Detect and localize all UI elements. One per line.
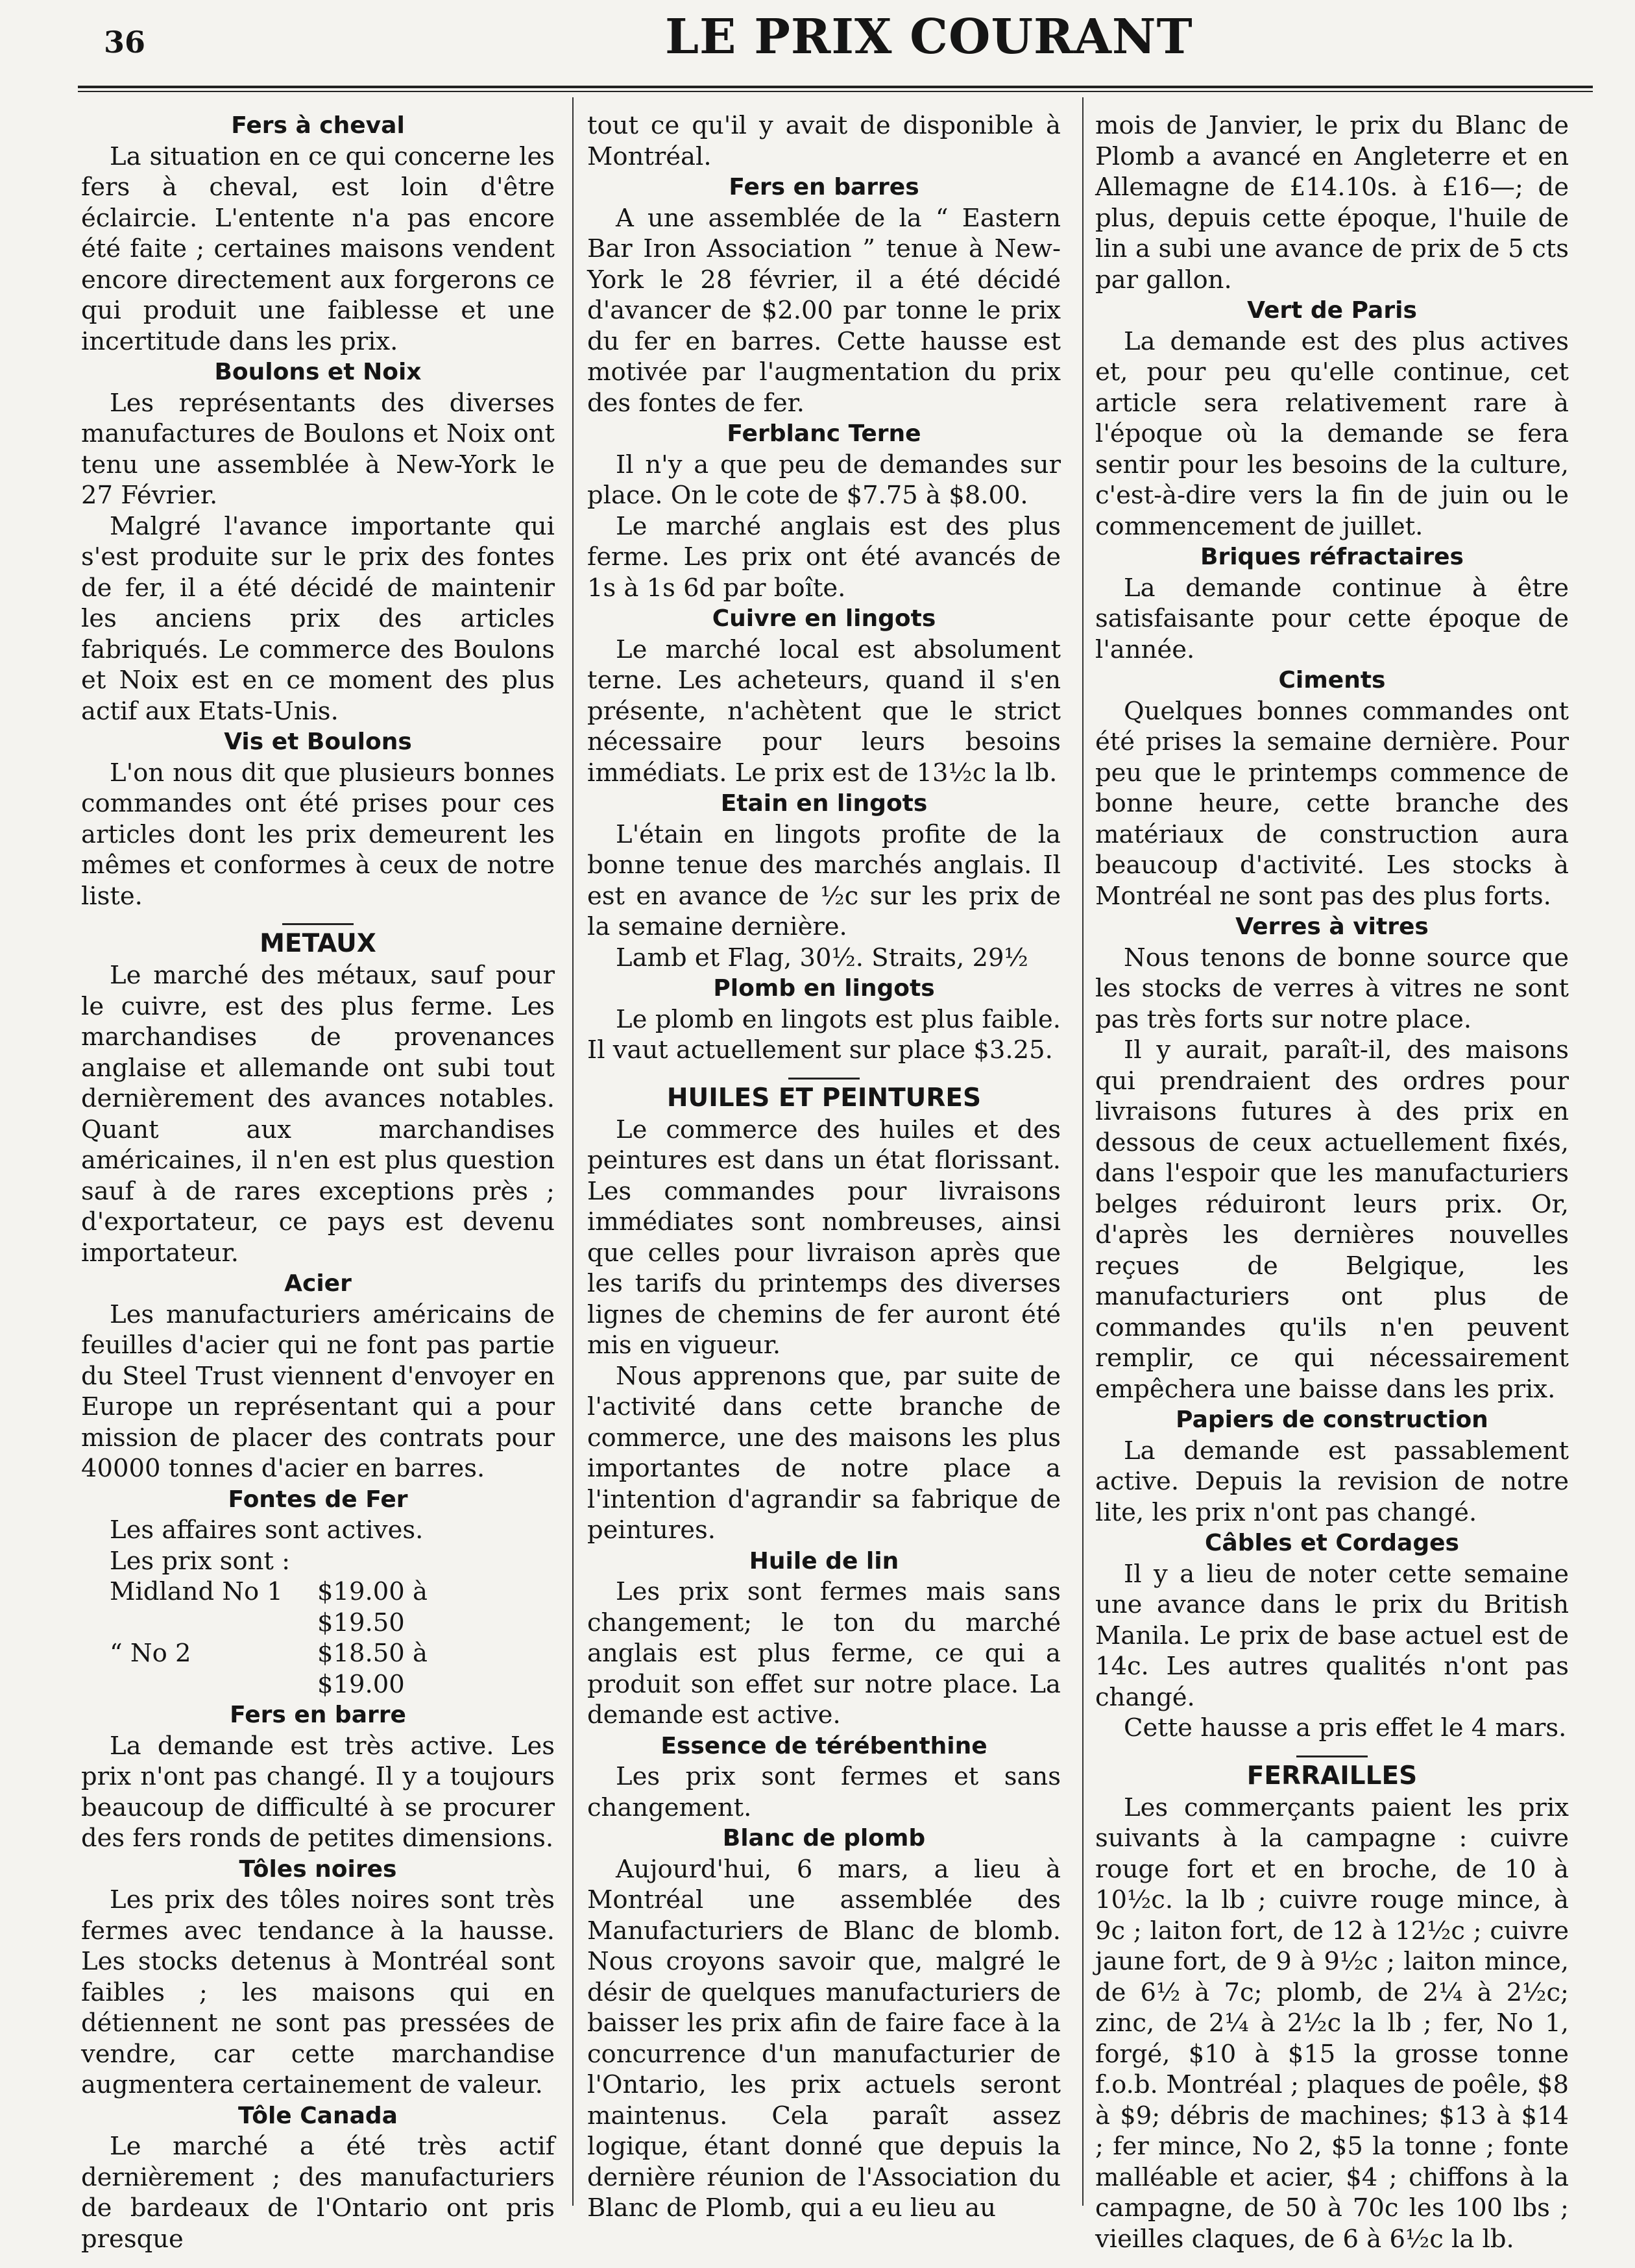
price-label: Midland No 1 [110, 1577, 283, 1606]
section-heading: Etain en lingots [720, 790, 928, 817]
article-paragraph: Les manufacturiers américains de feuilles d'acier qui ne font pas partie du Steel Trust viennent d'envoyer en Europe un représentant qui a pour mission de placer des contrats pour 40000 tonnes d'acier en barres. [81, 1299, 555, 1483]
article-paragraph: Les prix sont : [110, 1546, 291, 1576]
masthead-title: LE PRIX COURANT [665, 9, 1193, 65]
section-heading: Fers en barres [729, 174, 919, 200]
article-paragraph: La demande continue à être satisfaisante pour cette époque de l'année. [1095, 573, 1569, 664]
article-paragraph: Quelques bonnes commandes ont été prises la semaine dernière. Pour peu que le printemps commence de bonne heure, cette branche des matériaux de construction aura beaucoup d'activité. Les stocks à Montréal ne sont pas des plus forts. [1095, 696, 1569, 911]
section-heading: Vert de Paris [1247, 297, 1417, 324]
section-separator [788, 1078, 860, 1080]
article-paragraph: Le commerce des huiles et des peintures est dans un état florissant. Les commandes pour livraisons immédiates sont nombreuses, ainsi que celles pour livraison après que les tarifs du printemps des diverses lignes de chemins de fer auront été mis en vigueur. [587, 1115, 1061, 1360]
article-paragraph: Il n'y a que peu de demandes sur place. On le cote de $7.75 à $8.00. [587, 450, 1061, 510]
article-paragraph: Les représentants des diverses manufactures de Boulons et Noix ont tenu une assemblée à New-York le 27 Février. [81, 388, 555, 510]
article-paragraph: Le marché des métaux, sauf pour le cuivre, est des plus ferme. Les marchandises de provenances anglaise et allemande ont subi tout dernièrement des avances notables. Quant aux marchandises américaines, il n'en est plus question sauf à de rares exceptions près ; d'exportateur, ce pays est devenu importateur. [81, 961, 555, 1268]
article-paragraph: Le marché a été très actif dernièrement ; des manufacturiers de bardeaux de l'Ontario ont pris presque [81, 2132, 555, 2254]
article-paragraph: mois de Janvier, le prix du Blanc de Plomb a avancé en Angleterre et en Allemagne de £14.10s. à £16—; de plus, depuis cette époque, l'huile de lin a subi une avance de prix de 5 cts par gallon. [1095, 111, 1569, 295]
section-heading: Plomb en lingots [713, 975, 935, 1002]
article-paragraph: Le plomb en lingots est plus faible. Il vaut actuellement sur place $3.25. [587, 1004, 1061, 1065]
column-divider [1082, 97, 1084, 2206]
article-paragraph: La demande est des plus actives et, pour peu qu'elle continue, cet article sera relativement rare à l'époque où la demande se fera sentir pour les besoins de la culture, c'est-à-dire vers la fin de juin ou le commencement de juillet. [1095, 326, 1569, 541]
article-paragraph: Les affaires sont actives. [110, 1515, 424, 1545]
price-row [81, 1576, 555, 1638]
article-paragraph: Les commerçants paient les prix suivants à la campagne : cuivre rouge fort et en broche, de 10 à 10½c. la lb ; cuivre rouge mince, à 9c ; laiton fort, de 12 à 12½c ; cuivre jaune fort, de 9 à 9½c ; laiton mince, de 6½ à 7c; plomb, de 2¼ à 2½c; zinc, de 2¼ à 2½c la lb ; fer, No 1, forgé, $10 à $15 la grosse tonne f.o.b. Montréal ; plaques de poêle, $8 à $9; débris de machines; $13 à $14 ; fer mince, No 2, $5 la tonne ; fonte malléable et acier, $4 ; chiffons à la campagne, de 50 à 70c les 100 lbs ; vieilles claques, de 6 à 6½c la lb. [1095, 1792, 1569, 2254]
section-heading: Huile de lin [749, 1547, 899, 1574]
article-paragraph: La demande est très active. Les prix n'ont pas changé. Il y a toujours beaucoup de difficulté à se procurer des fers ronds de petites dimensions. [81, 1731, 555, 1853]
article-paragraph: Les prix sont fermes mais sans changement; le ton du marché anglais est plus ferme, ce qui a produit son effet sur notre place. La demande est active. [587, 1577, 1061, 1730]
article-paragraph: Les prix sont fermes et sans changement. [587, 1762, 1061, 1822]
section-heading: Tôle Canada [238, 2102, 398, 2129]
article-paragraph: Nous apprenons que, par suite de l'activité dans cette branche de commerce, une des maisons les plus importantes de notre place a l'intention d'agrandir sa fabrique de peintures. [587, 1361, 1061, 1545]
column-2 [587, 110, 1061, 2224]
section-heading: Papiers de construction [1176, 1406, 1488, 1433]
section-heading: Acier [284, 1270, 352, 1297]
section-heading: Câbles et Cordages [1205, 1530, 1459, 1556]
price-row [81, 1638, 555, 1700]
section-heading: Tôles noires [239, 1855, 397, 1883]
section-heading: Fontes de Fer [228, 1486, 408, 1513]
section-heading: Briques réfractaires [1200, 544, 1464, 570]
section-separator [282, 923, 354, 925]
major-heading: HUILES ET PEINTURES [666, 1083, 982, 1113]
article-paragraph: A une assemblée de la “ Eastern Bar Iron Association ” tenue à New-York le 28 février, il a été décidé d'avancer de $2.00 par tonne le prix du fer en barres. Cette hausse est motivée par l'augmentation du prix des fontes de fer. [587, 203, 1061, 418]
section-heading: Ferblanc Terne [727, 420, 921, 447]
section-heading: Ciments [1278, 667, 1386, 694]
price-value: $19.00 à $19.50 [317, 1577, 428, 1637]
section-heading: Vis et Boulons [224, 729, 412, 755]
article-paragraph: La situation en ce qui concerne les fers à cheval, est loin d'être éclaircie. L'entente n'a pas encore été faite ; certaines maisons vendent encore directement aux forgerons ce qui produit une faiblesse et une incertitude dans les prix. [81, 141, 555, 356]
price-label: “ No 2 [110, 1639, 191, 1668]
section-heading: Blanc de plomb [722, 1825, 926, 1852]
column-divider [572, 97, 574, 2206]
header-rule [78, 86, 1593, 92]
article-paragraph: Aujourd'hui, 6 mars, a lieu à Montréal une assemblée des Manufacturiers de Blanc de blomb. Nous croyons savoir que, malgré le désir de quelques manufacturiers de baisser les prix afin de faire face à la concurrence d'un manufacturier de l'Ontario, les prix actuels seront maintenus. Cela paraît assez logique, étant donné que depuis la dernière réunion de l'Association du Blanc de Plomb, qui a eu lieu au [587, 1854, 1061, 2223]
price-value: $18.50 à $19.00 [317, 1639, 428, 1699]
column-3 [1095, 110, 1569, 2254]
article-paragraph: Malgré l'avance importante qui s'est produite sur le prix des fontes de fer, il a été décidé de maintenir les anciens prix des articles fabriqués. Le commerce des Boulons et Noix est en ce moment des plus actif aux Etats-Unis. [81, 511, 555, 726]
article-paragraph: Le marché anglais est des plus ferme. Les prix ont été avancés de 1s à 1s 6d par boîte. [587, 511, 1061, 603]
section-heading: Cuivre en lingots [712, 605, 936, 632]
article-paragraph: Les prix des tôles noires sont très fermes avec tendance à la hausse. Les stocks detenus à Montréal sont faibles ; les maisons qui en détiennent ne sont pas pressées de vendre, car cette marchandise augmentera certainement de valeur. [81, 1885, 555, 2099]
major-heading: METAUX [260, 929, 376, 958]
column-1 [81, 110, 555, 2254]
article-paragraph: Lamb et Flag, 30½. Straits, 29½ [616, 943, 1028, 972]
article-paragraph: L'étain en lingots profite de la bonne tenue des marchés anglais. Il est en avance de ½c sur les prix de la semaine dernière. [587, 819, 1061, 941]
major-heading: FERRAILLES [1246, 1761, 1418, 1791]
page-number: 36 [104, 25, 146, 60]
article-paragraph: Nous tenons de bonne source que les stocks de verres à vitres ne sont pas très forts sur notre place. [1095, 943, 1569, 1034]
section-heading: Fers à cheval [231, 112, 405, 139]
section-heading: Verres à vitres [1235, 913, 1429, 940]
article-paragraph: L'on nous dit que plusieurs bonnes commandes ont été prises pour ces articles dont les prix demeurent les mêmes et conformes à ceux de notre liste. [81, 758, 555, 911]
section-separator [1296, 1755, 1368, 1757]
article-paragraph: tout ce qu'il y avait de disponible à Montréal. [587, 111, 1061, 171]
article-paragraph: Il y aurait, paraît-il, des maisons qui prendraient des ordres pour livraisons futures à des prix en dessous de ceux actuellement fixés, dans l'espoir que les manufacturiers belges réduiront leurs prix. Or, d'après les dernières nouvelles reçues de Belgique, les manufacturiers ont plus de commandes qu'ils n'en peuvent remplir, ce qui nécessairement empêchera une baisse dans les prix. [1095, 1035, 1569, 1404]
article-paragraph: Le marché local est absolument terne. Les acheteurs, quand il s'en présente, n'achètent que le strict nécessaire pour leurs besoins immédiats. Le prix est de 13½c la lb. [587, 634, 1061, 788]
price-list [81, 1576, 555, 1700]
article-paragraph: Cette hausse a pris effet le 4 mars. [1124, 1713, 1567, 1743]
article-paragraph: Il y a lieu de noter cette semaine une avance dans le prix du British Manila. Le prix de base actuel est de 14c. Les autres qualités n'ont pas changé. [1095, 1559, 1569, 1712]
section-heading: Boulons et Noix [214, 359, 422, 385]
article-paragraph: La demande est passablement active. Depuis la revision de notre lite, les prix n'ont pas changé. [1095, 1436, 1569, 1527]
section-heading: Fers en barre [230, 1702, 406, 1728]
section-heading: Essence de térébenthine [660, 1732, 987, 1759]
